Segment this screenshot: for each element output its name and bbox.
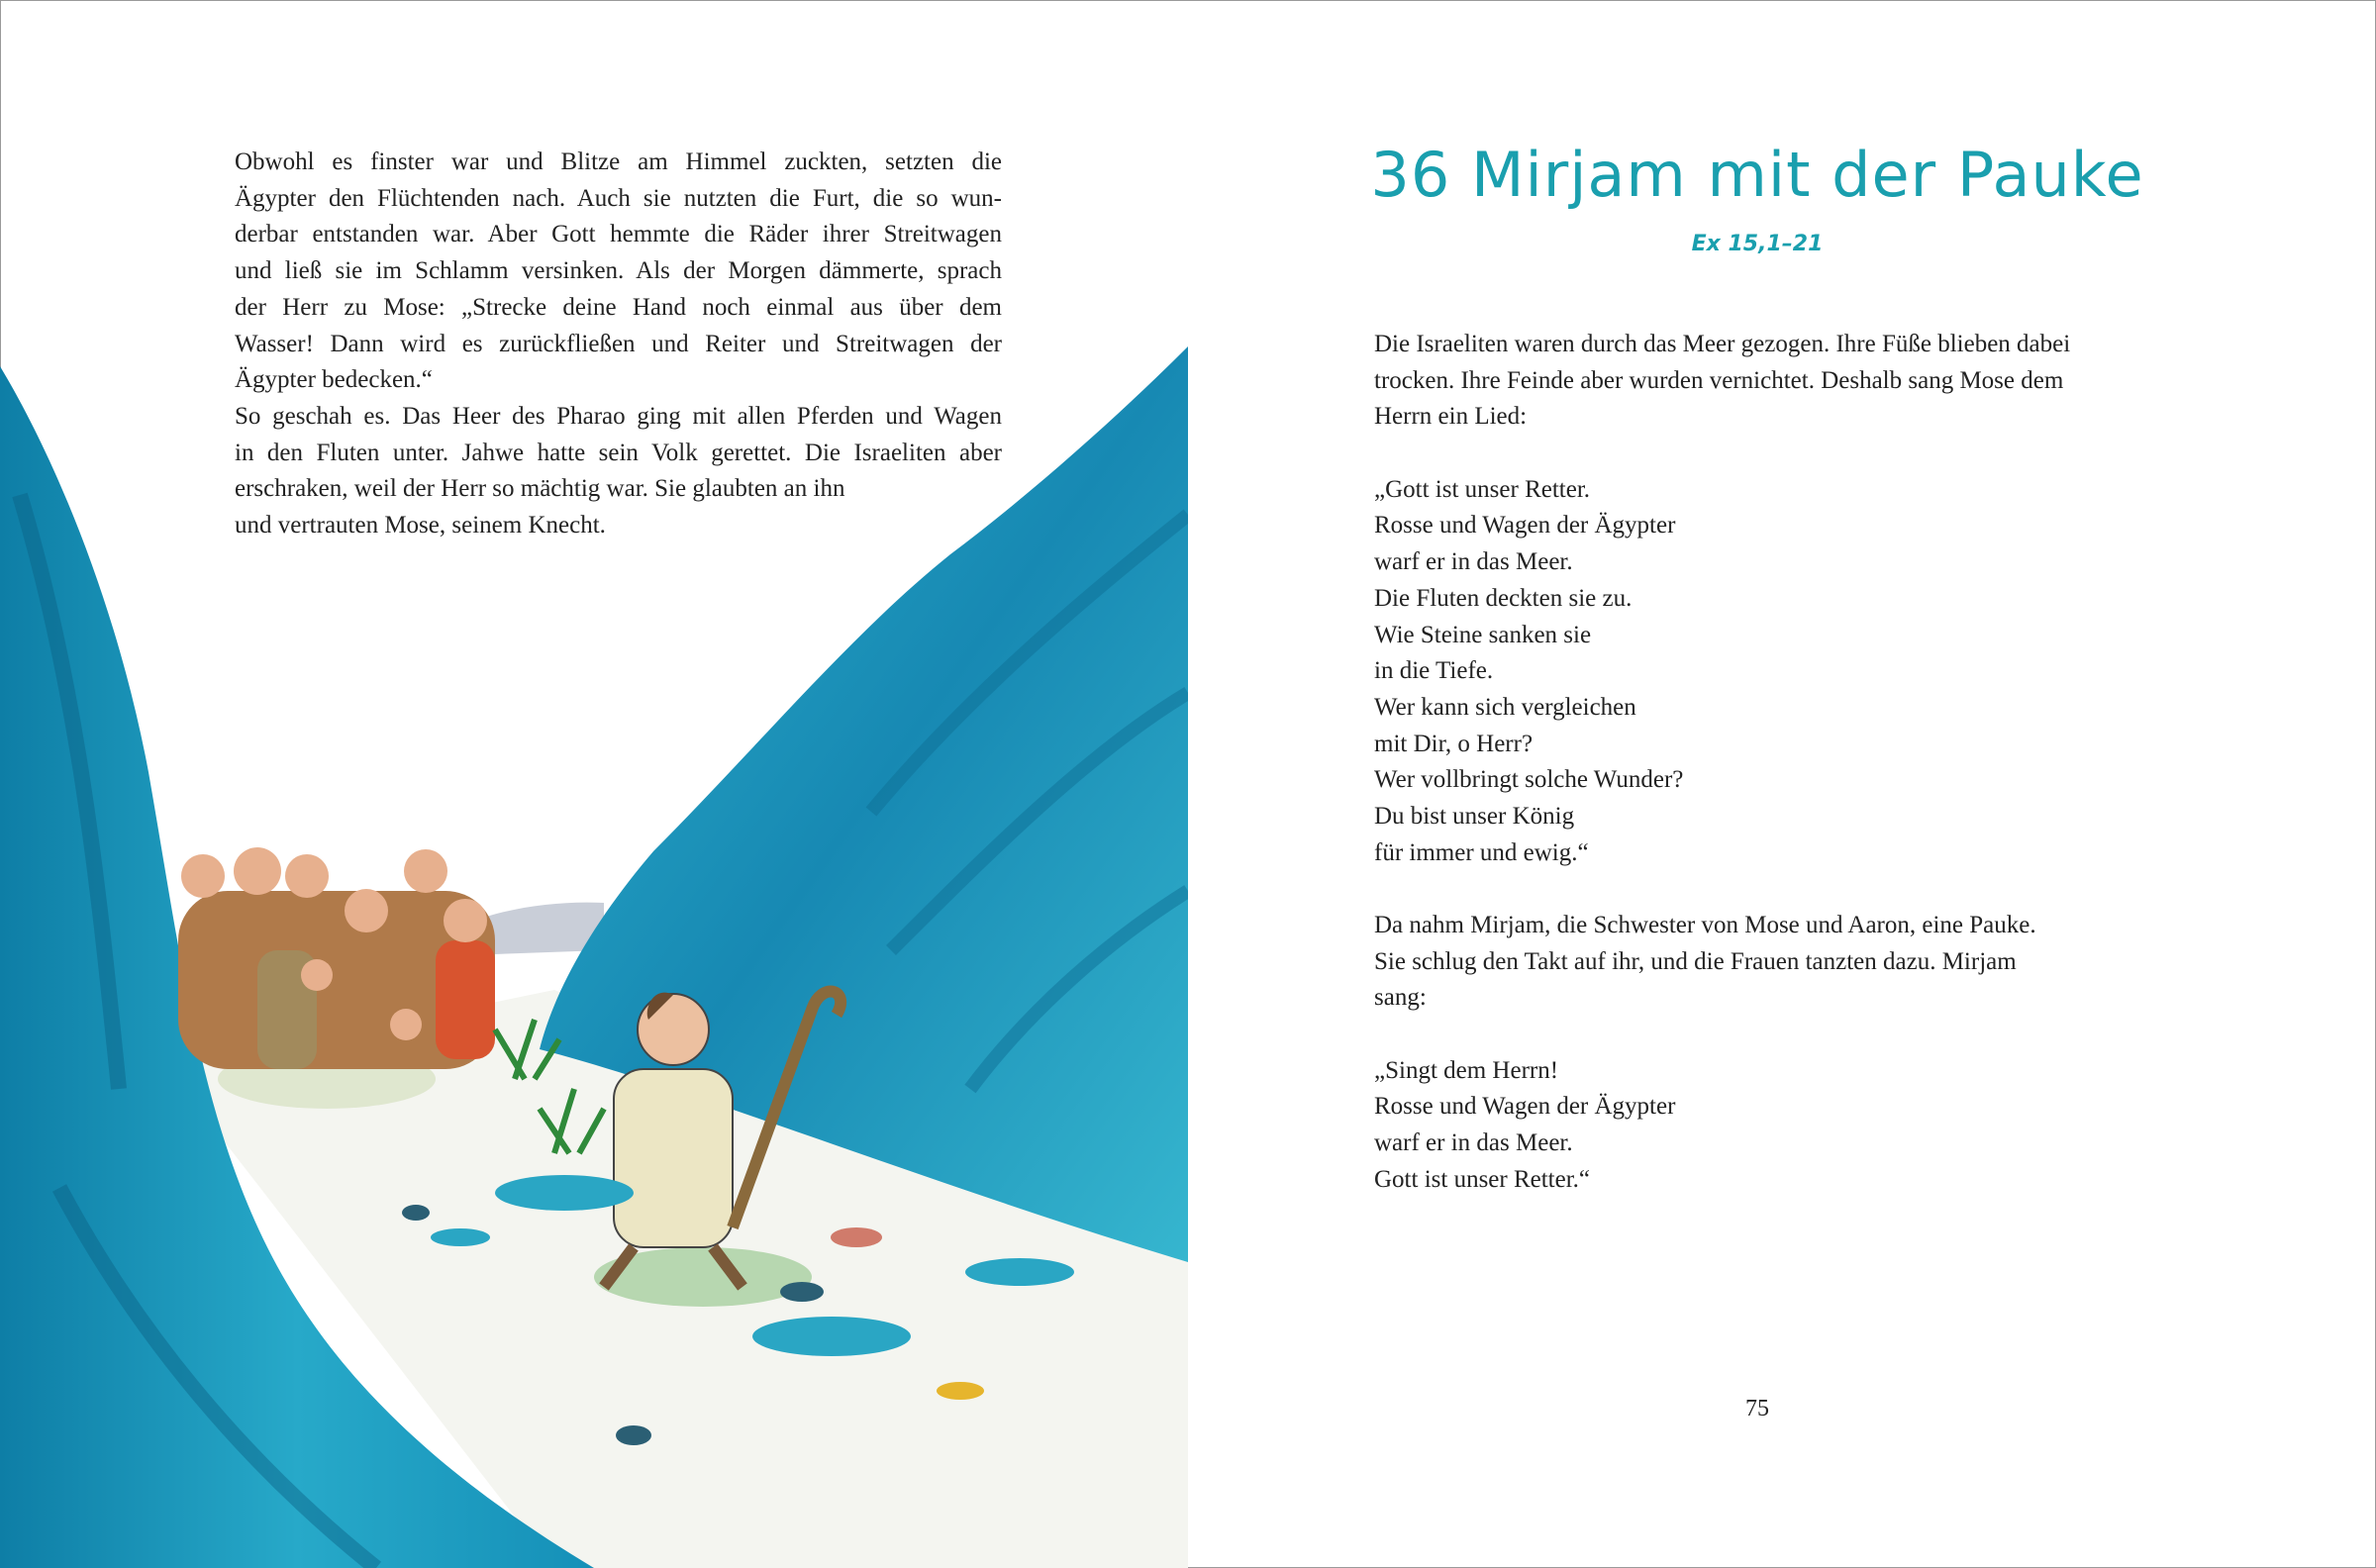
chapter-title: 36 Mirjam mit der Pauke xyxy=(1370,139,2144,211)
text-line: Wer kann sich vergleichen xyxy=(1374,693,1636,721)
text-line: Ägypter den Flüchtenden nach. Auch sie nutzten die Furt, die so wun- xyxy=(235,184,1002,212)
text-line: und ließ sie im Schlamm versinken. Als der Morgen dämmerte, sprach xyxy=(235,257,1002,285)
text-line: So geschah es. Das Heer des Pharao ging mit allen Pferden und Wagen xyxy=(235,402,1002,430)
blank-line xyxy=(1374,436,2186,472)
blank-line xyxy=(1374,1017,2186,1053)
page-number: 75 xyxy=(1745,1396,1769,1421)
right-page-text xyxy=(1374,327,2186,1199)
text-line: Du bist unser König xyxy=(1374,802,1575,830)
text-line: Da nahm Mirjam, die Schwester von Mose und Aaron, eine Pauke. xyxy=(1374,912,2036,938)
text-line: und vertrauten Mose, seinem Knecht. xyxy=(235,512,606,539)
text-line: mit Dir, o Herr? xyxy=(1374,730,1534,757)
text-line: der Herr zu Mose: „Strecke deine Hand noch einmal aus über dem xyxy=(235,293,1002,321)
text-line: Wasser! Dann wird es zurückfließen und Reiter und Streitwagen der xyxy=(235,330,1002,357)
text-line: derbar entstanden war. Aber Gott hemmte die Räder ihrer Streitwagen xyxy=(235,221,1002,248)
text-line: erschraken, weil der Herr so mächtig war. Sie glaubten an ihn xyxy=(235,475,845,503)
text-line: für immer und ewig.“ xyxy=(1374,838,1589,866)
text-line: Gott ist unser Retter.“ xyxy=(1374,1165,1591,1193)
scripture-reference: Ex 15,1–21 xyxy=(1691,232,1824,256)
text-line: in den Fluten unter. Jahwe hatte sein Volk gerettet. Die Israeliten aber xyxy=(235,439,1002,466)
text-line: Die Israeliten waren durch das Meer gezogen. Ihre Füße blieben dabei xyxy=(1374,331,2071,357)
text-line: „Gott ist unser Retter. xyxy=(1374,475,1591,503)
text-line: Rosse und Wagen der Ägypter xyxy=(1374,512,1676,539)
blank-line xyxy=(1374,871,2186,908)
text-line: Wie Steine sanken sie xyxy=(1374,621,1592,648)
text-line: Obwohl es finster war und Blitze am Himmel zuckten, setzten die xyxy=(235,148,1002,175)
text-line: warf er in das Meer. xyxy=(1374,1129,1573,1157)
text-line: Rosse und Wagen der Ägypter xyxy=(1374,1093,1676,1121)
text-line: sang: xyxy=(1374,984,1427,1012)
text-line: „Singt dem Herrn! xyxy=(1374,1056,1559,1084)
text-line: warf er in das Meer. xyxy=(1374,548,1573,576)
text-line: Herrn ein Lied: xyxy=(1374,403,1528,431)
text-line: Wer vollbringt solche Wunder? xyxy=(1374,766,1684,794)
text-line: trocken. Ihre Feinde aber wurden vernichtet. Deshalb sang Mose dem xyxy=(1374,366,2064,394)
text-line: in die Tiefe. xyxy=(1374,657,1494,685)
text-line: Ägypter bedecken.“ xyxy=(235,366,433,394)
text-line: Sie schlug den Takt auf ihr, und die Frauen tanzten dazu. Mirjam xyxy=(1374,947,2017,975)
left-page-text xyxy=(235,145,1002,544)
text-line: Die Fluten deckten sie zu. xyxy=(1374,584,1633,612)
